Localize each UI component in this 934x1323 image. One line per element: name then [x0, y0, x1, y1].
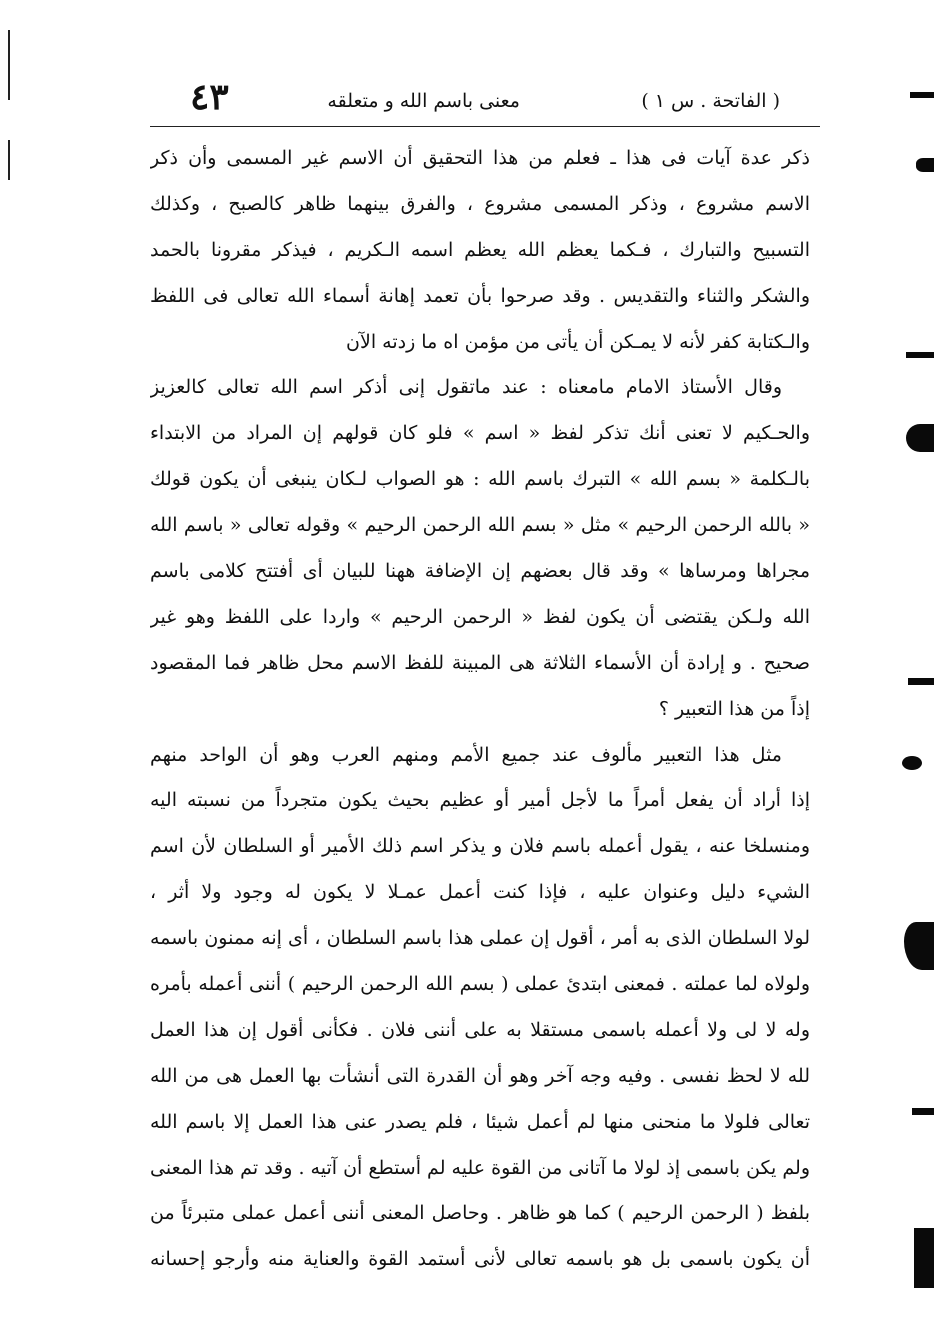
running-title: معنى باسم الله و متعلقه [327, 90, 520, 112]
scan-edge-mark [910, 92, 934, 98]
text-line: إذا أراد أن يفعل أمراً ما لأجل أمير أو عظيم بحيث يكون متجرداً من نسبته اليه [150, 789, 810, 812]
text-line: صحيح . و إرادة أن الأسماء الثلاثة هى المبينة للفظ الاسم محل ظاهر فما المقصود [150, 651, 810, 674]
text-line: ومنسلخا عنه ، يقول أعمله باسم فلان و يذكر اسم ذلك الأمير أو السلطان لأن اسم [150, 835, 810, 858]
surah-reference: ( الفاتحة . س ١ ) [641, 90, 780, 112]
text-line: والشكر والثناء والتقديس . وقد صرحوا بأن تعمد إهانة أسماء الله تعالى فى اللفظ [150, 284, 810, 307]
scan-edge-mark [904, 922, 934, 970]
page-header [140, 74, 820, 130]
text-line: بالـكلمة « بسم الله » التبرك باسم الله : هو الصواب لـكان ينبغى أن يكون قولك [150, 468, 810, 491]
header-rule [150, 126, 820, 127]
text-line: والحـكيم لا تعنى أنك تذكر لفظ « اسم » فلو كان قولهم إن المراد من الابتداء [150, 422, 810, 445]
text-line: إذاً من هذا التعبير ؟ [658, 697, 810, 720]
text-line: لله لا لحظ نفسى . وفيه وجه آخر وهو أن القدرة التى أنشأت بها العمل هى من الله [150, 1064, 810, 1087]
left-margin-line [8, 30, 10, 100]
text-line: مجراها ومرساها » وقد قال بعضهم إن الإضافة ههنا للبيان أى أفتتح كلامى باسم [150, 560, 810, 583]
text-line: وقال الأستاذ الامام مامعناه : عند ماتقول إنى أذكر اسم الله تعالى كالعزيز [150, 376, 782, 399]
text-line: تعالى فلولا ما منحنى منها لم أعمل شيئا ، فلم يصدر عنى هذا العمل إلا باسم الله [150, 1110, 810, 1133]
text-line: « بالله الرحمن الرحيم » مثل « بسم الله الرحمن الرحيم » وقوله تعالى « باسم الله [150, 514, 810, 537]
text-line: بلفظ ( الرحمن الرحيم ) كما هو ظاهر . وحاصل المعنى أننى أعمل عملى متبرئاً من [150, 1202, 810, 1225]
scan-edge-mark [906, 424, 934, 452]
scan-edge-mark [914, 1228, 934, 1288]
text-line: أن يكون باسمى بل هو باسمه تعالى لأنى أستمد القوة والعناية منه وأرجو إحسانه [150, 1248, 810, 1271]
text-line: الشيء دليل وعنوان عليه ، فإذا كنت أعمل عمـلا لا يكون له وجود ولا أثر ، [150, 881, 810, 904]
scan-edge-mark [908, 678, 934, 685]
body-text [150, 136, 810, 1283]
text-line: ولولاه لما عملته . فمعنى ابتدئ عملى ( بسم الله الرحمن الرحيم ) أننى أعمله بأمره [150, 973, 810, 996]
scan-edge-mark [916, 158, 934, 172]
page-number: ٤٣ [190, 76, 229, 118]
left-margin-line-lower [8, 140, 10, 180]
text-line: الله ولـكن يقتضى أن يكون لفظ « الرحمن الرحيم » واردا على اللفظ وهو غير [150, 605, 810, 628]
text-line: وله لا لى ولا أعمله باسمى مستقلا به على أننى فلان . فكأنى أقول إن هذا العمل [150, 1018, 810, 1041]
text-line: الاسم مشروع ، وذكر المسمى مشروع ، والفرق بينهما ظاهر كالصبح ، وكذلك [150, 192, 810, 215]
text-line: لولا السلطان الذى به أمر ، أقول إن عملى هذا باسم السلطان ، أى إنه ممنون باسمه [150, 927, 810, 950]
scan-edge-mark [912, 1108, 934, 1115]
text-line: التسبيح والتبارك ، فـكما يعظم الله يعظم اسمه الـكريم ، فيذكر مقرونا بالحمد [150, 238, 810, 261]
scan-edge-mark [902, 756, 922, 770]
text-line: ولم يكن باسمى إذ لولا ما آتانى من القوة عليه لم أستطع أن آتيه . وقد تم هذا المعنى [150, 1156, 810, 1179]
text-line: ذكر عدة آيات فى هذا ـ فعلم من هذا التحقيق أن الاسم غير المسمى وأن ذكر [150, 147, 810, 169]
text-line: والـكتابة كفر لأنه لا يمـكن أن يأتى من مؤمن اه ما زدته الآن [346, 330, 810, 353]
text-line: مثل هذا التعبير مألوف عند جميع الأمم ومنهم العرب وهو أن الواحد منهم [150, 743, 782, 766]
scan-edge-mark [906, 352, 934, 358]
